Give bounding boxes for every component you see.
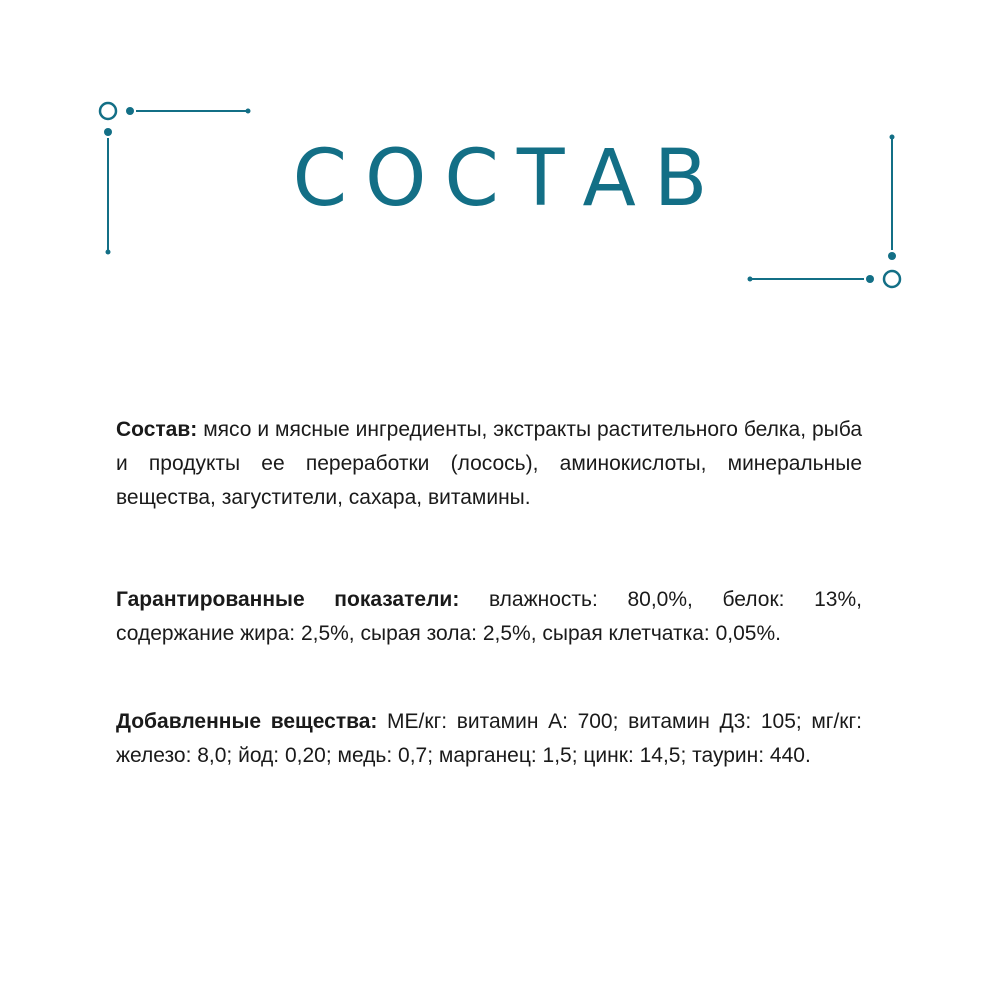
section-label: Гарантированные показатели:: [116, 588, 460, 611]
composition-paragraph: [116, 413, 862, 515]
section-text: мясо и мясные ингредиенты, экстракты растительного белка, рыба и продукты ее переработки (лосось), аминокислоты, минеральные вещества, загустители, сахара, витамины.: [116, 418, 862, 509]
section-label: Состав:: [116, 418, 198, 441]
ring-icon: [884, 271, 900, 287]
ring-icon: [100, 103, 116, 119]
section-label: Добавленные вещества:: [116, 710, 378, 733]
additives-paragraph: [116, 705, 862, 773]
dot-icon: [126, 107, 134, 115]
page-title: СОСТАВ: [292, 134, 726, 224]
section-text: влажность: 80,0%, белок: 13%, содержание жира: 2,5%, сырая зола: 2,5%, сырая клетчатка: 0,05%.: [116, 588, 862, 645]
dot-icon: [246, 109, 251, 114]
dot-icon: [866, 275, 874, 283]
guaranteed-values-paragraph: [116, 583, 862, 651]
dot-icon: [888, 252, 896, 260]
dot-icon: [106, 250, 111, 255]
section-text: МЕ/кг: витамин А: 700; витамин Д3: 105; мг/кг: железо: 8,0; йод: 0,20; медь: 0,7; марганец: 1,5; цинк: 14,5; таурин: 440.: [116, 710, 862, 767]
dot-icon: [104, 128, 112, 136]
